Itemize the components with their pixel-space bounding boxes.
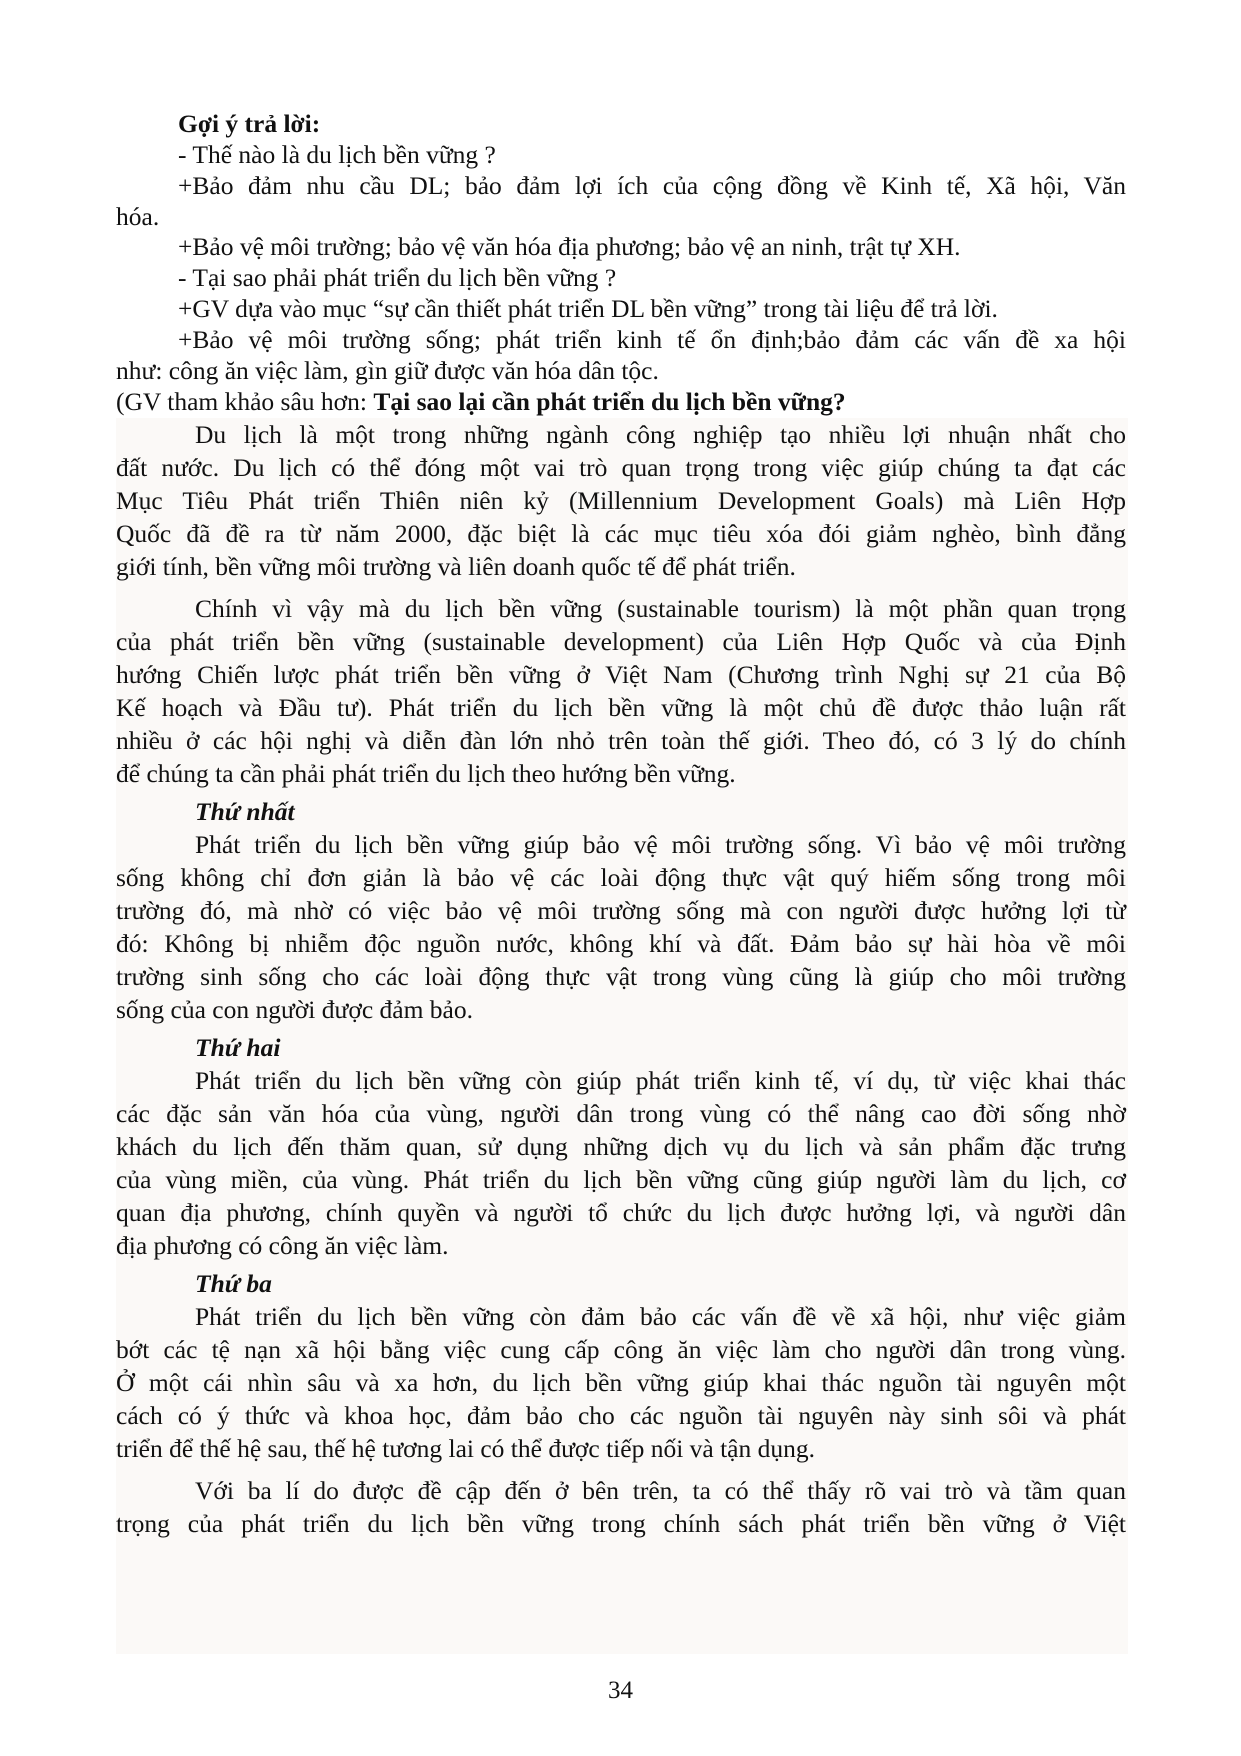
paragraph-line: để chúng ta cần phải phát triển du lịch theo hướng bền vững. [116, 759, 736, 788]
paragraph-line: trường đó, mà nhờ có việc bảo vệ môi trường sống mà con người được hưởng lợi từ [116, 896, 1126, 925]
answer-line: +Bảo vệ môi trường sống; phát triển kinh tế ổn định;bảo đảm các vấn đề xa hội [178, 325, 1126, 354]
paragraph-line: triển để thế hệ sau, thế hệ tương lai có thể được tiếp nối và tận dụng. [116, 1434, 815, 1463]
paragraph-line: của vùng miền, của vùng. Phát triển du lịch bền vững cũng giúp người làm du lịch, cơ [116, 1165, 1126, 1194]
paragraph-line: Kế hoạch và Đầu tư). Phát triển du lịch bền vững là một chủ đề được thảo luận rất [116, 693, 1126, 722]
paragraph-line: đất nước. Du lịch có thể đóng một vai trò quan trọng trong việc giúp chúng ta đạt các [116, 453, 1126, 482]
paragraph-line: quan địa phương, chính quyền và người tổ chức du lịch được hưởng lợi, và người dân [116, 1198, 1126, 1227]
paragraph-line: Phát triển du lịch bền vững còn giúp phát triển kinh tế, ví dụ, từ việc khai thác [195, 1066, 1126, 1095]
paragraph-line: hướng Chiến lược phát triển bền vững ở Việt Nam (Chương trình Nghị sự 21 của Bộ [116, 660, 1126, 689]
paragraph-line: trường sinh sống cho các loài động thực vật trong vùng cũng là giúp cho môi trường [116, 962, 1126, 991]
answer-line: +Bảo đảm nhu cầu DL; bảo đảm lợi ích của cộng đồng về Kinh tế, Xã hội, Văn [178, 171, 1126, 200]
reference-intro-title: Tại sao lại cần phát triển du lịch bền vững? [373, 387, 846, 416]
answer-line: - Tại sao phải phát triển du lịch bền vững ? [178, 263, 617, 292]
paragraph-line: Phát triển du lịch bền vững còn đảm bảo các vấn đề về xã hội, như việc giảm [195, 1302, 1126, 1331]
paragraph-line: địa phương có công ăn việc làm. [116, 1231, 449, 1260]
paragraph-line: trọng của phát triển du lịch bền vững trong chính sách phát triển bền vững ở Việt [116, 1509, 1126, 1538]
page-number: 34 [608, 1677, 633, 1704]
answer-line: hóa. [116, 202, 160, 231]
paragraph-line: Du lịch là một trong những ngành công nghiệp tạo nhiều lợi nhuận nhất cho [195, 420, 1126, 449]
answer-line: +GV dựa vào mục “sự cần thiết phát triển DL bền vững” trong tài liệu để trả lời. [178, 294, 998, 323]
answer-heading: Gợi ý trả lời: [178, 109, 321, 138]
paragraph-line: Chính vì vậy mà du lịch bền vững (sustainable tourism) là một phần quan trọng [195, 594, 1126, 623]
paragraph-line: sống không chỉ đơn giản là bảo vệ các loài động thực vật quý hiếm sống trong môi [116, 863, 1126, 892]
paragraph-line: Phát triển du lịch bền vững giúp bảo vệ môi trường sống. Vì bảo vệ môi trường [195, 830, 1126, 859]
paragraph-line: các đặc sản văn hóa của vùng, người dân trong vùng có thể nâng cao đời sống nhờ [116, 1099, 1126, 1128]
paragraph-line: đó: Không bị nhiễm độc nguồn nước, không khí và đất. Đảm bảo sự hài hòa về môi [116, 929, 1126, 958]
reference-intro [116, 385, 1126, 418]
paragraph-line: nhiều ở các hội nghị và diễn đàn lớn nhỏ trên toàn thế giới. Theo đó, có 3 lý do chính [116, 726, 1126, 755]
paragraph-line: Ở một cái nhìn sâu và xa hơn, du lịch bền vững giúp khai thác nguồn tài nguyên một [116, 1368, 1126, 1397]
answer-line: như: công ăn việc làm, gìn giữ được văn hóa dân tộc. [116, 356, 659, 385]
paragraph-line: bớt các tệ nạn xã hội bằng việc cung cấp công ăn việc làm cho người dân trong vùng. [116, 1335, 1126, 1364]
paragraph-line: Với ba lí do được đề cập đến ở bên trên, ta có thể thấy rõ vai trò và tầm quan [195, 1476, 1126, 1505]
section-heading-third: Thứ ba [195, 1269, 272, 1298]
paragraph-line: giới tính, bền vững môi trường và liên doanh quốc tế để phát triển. [116, 552, 796, 581]
paragraph-line: khách du lịch đến thăm quan, sử dụng những dịch vụ du lịch và sản phẩm đặc trưng [116, 1132, 1126, 1161]
paragraph-line: Mục Tiêu Phát triển Thiên niên kỷ (Millennium Development Goals) mà Liên Hợp [116, 486, 1126, 515]
answer-line: +Bảo vệ môi trường; bảo vệ văn hóa địa phương; bảo vệ an ninh, trật tự XH. [178, 232, 961, 261]
answer-line: - Thế nào là du lịch bền vững ? [178, 140, 496, 169]
paragraph-line: của phát triển bền vững (sustainable development) của Liên Hợp Quốc và của Định [116, 627, 1126, 656]
section-heading-second: Thứ hai [195, 1033, 281, 1062]
paragraph-line: sống của con người được đảm bảo. [116, 995, 473, 1024]
section-heading-first: Thứ nhất [195, 797, 295, 826]
reference-intro-prefix: (GV tham khảo sâu hơn: [116, 387, 374, 416]
paragraph-line: Quốc đã đề ra từ năm 2000, đặc biệt là các mục tiêu xóa đói giảm nghèo, bình đẳng [116, 519, 1126, 548]
paragraph-line: cách có ý thức và khoa học, đảm bảo cho các nguồn tài nguyên này sinh sôi và phát [116, 1401, 1126, 1430]
